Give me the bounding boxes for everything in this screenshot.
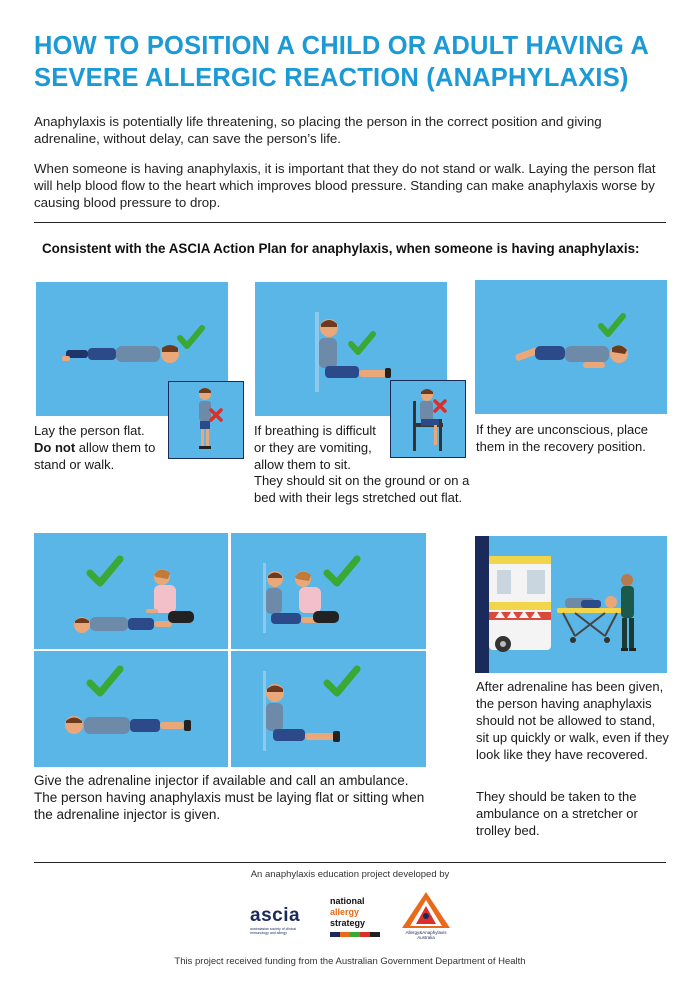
divider-bottom (34, 862, 666, 863)
stretcher-illustration (557, 596, 623, 643)
cross-icon (211, 410, 221, 420)
chair-sitting-person-illustration (413, 389, 443, 451)
nas-logo-line-3: strategy (330, 918, 366, 928)
national-allergy-strategy-logo (330, 896, 386, 946)
caption-lay-flat-line1: Lay the person flat. (34, 423, 145, 438)
allergy-anaphylaxis-australia-logo (398, 890, 454, 946)
grid-cell-sitting (231, 651, 426, 767)
ascia-logo (250, 905, 310, 941)
section-subheading: Consistent with the ASCIA Action Plan for anaphylaxis, when someone is having anaphylaxis: (42, 241, 640, 256)
caption-sit-b: They should sit on the ground or on a bed with their legs stretched out flat. (254, 473, 470, 505)
footer-funding: This project received funding from the Australian Government Department of Health (174, 956, 526, 967)
page-title (34, 30, 674, 94)
tick-icon (601, 316, 623, 334)
tick-icon (327, 559, 357, 583)
aaa-logo-text: Allergy&Anaphylaxis Australia (405, 930, 447, 940)
nas-logo-line-1: national (330, 896, 365, 906)
inset-standing-wrong (168, 381, 244, 459)
tick-icon (90, 559, 120, 583)
panel-adrenaline-grid (34, 533, 426, 767)
footer-developed-by: An anaphylaxis education project developed by (250, 869, 450, 880)
divider-top (34, 222, 666, 223)
inset-chair-wrong (390, 380, 466, 458)
tick-icon (180, 328, 202, 346)
grid-cell-sitting-injection (231, 533, 426, 649)
caption-ambulance-a: After adrenaline has been given, the person having anaphylaxis should not be allowed to stand, sit up quickly or walk, even if they look like they have recovered. (476, 679, 669, 762)
nas-logo-colour-bar (330, 932, 380, 937)
grid-cell-lying-flat (34, 651, 228, 767)
lying-person-illustration (65, 716, 191, 734)
caption-ambulance-b: They should be taken to the ambulance on a stretcher or trolley bed. (476, 789, 638, 838)
panel-recovery-image (475, 280, 667, 414)
caption-lay-flat-rest: allow them to stand or walk. (34, 440, 156, 472)
caption-recovery: If they are unconscious, place them in the recovery position. (476, 422, 648, 454)
grid-cell-lying-injection (34, 533, 228, 649)
cross-icon (435, 401, 445, 411)
caption-lay-flat-bold: Do not (34, 440, 76, 455)
tick-icon (351, 334, 373, 352)
caption-lay-flat (34, 422, 164, 473)
caption-sit-a: If breathing is difficult or they are vomiting, allow them to sit. (254, 423, 376, 472)
recovery-position-person-illustration (514, 345, 628, 368)
intro-paragraph-2: When someone is having anaphylaxis, it is important that they do not stand or walk. Laying the person flat will help blood flow to the heart which improves blood pressure. Standing can make anaphylaxis worse by causing blood pressure to drop. (34, 161, 656, 210)
lying-person-illustration (62, 345, 179, 363)
paramedic-illustration (621, 574, 636, 651)
nas-logo-line-2: allergy (330, 907, 360, 917)
ascia-logo-subtext: australasian society of clinical immunology and allergy (250, 927, 297, 935)
panel-ambulance-image (475, 536, 667, 673)
title-line-1: HOW TO POSITION A CHILD OR ADULT HAVING A (34, 32, 649, 60)
tick-icon (90, 669, 120, 693)
caption-adrenaline: Give the adrenaline injector if available and call an ambulance. The person having anaphylaxis must be laying flat or sitting when the adrenaline injector is given. (34, 773, 425, 822)
tick-icon (327, 669, 357, 693)
ambulance-illustration (489, 556, 551, 652)
standing-person-illustration (199, 388, 211, 449)
title-line-2: SEVERE ALLERGIC REACTION (ANAPHYLAXIS) (34, 64, 629, 92)
sitting-person-illustration (266, 684, 340, 742)
intro-paragraph-1: Anaphylaxis is potentially life threatening, so placing the person in the correct position and giving adrenaline, without delay, can save the person’s life. (34, 114, 602, 146)
ascia-logo-text: ascia (250, 905, 301, 926)
